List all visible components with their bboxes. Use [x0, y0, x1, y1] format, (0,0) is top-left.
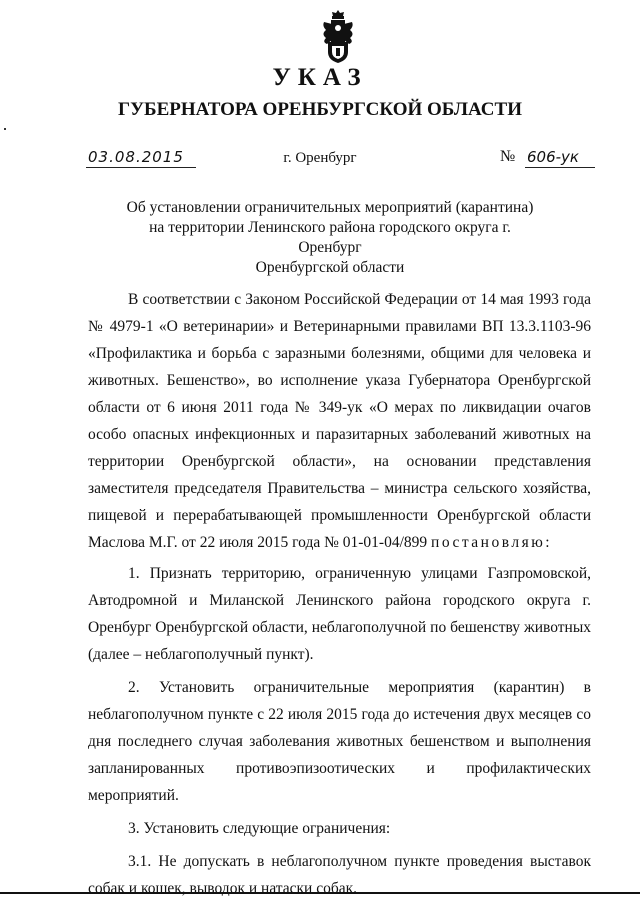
document-title: УКАЗ — [272, 64, 368, 91]
margin-mark — [4, 128, 6, 130]
decree-word: постановляю: — [431, 534, 553, 551]
number-label: № — [500, 148, 516, 165]
decree-subject — [120, 198, 540, 278]
preamble-text: В соответствии с Законом Российской Федерации от 14 мая 1993 года № 4979-1 «О ветеринарии» и Ветеринарными правилами ВП 13.3.1103-96 «Профилактика и борьба с заразными болезнями, общими для человека и животных. Бешенство», во исполнение указа Губернатора Оренбургской области от 6 июня 2011 года № 349-ук «О мерах по ликвидации очагов особо опасных инфекционных и паразитарных заболеваний животных на территории Оренбургской области», на основании представления заместителя председателя Правительства – министра сельского хозяйства, пищевой и перерабатывающей промышленности Оренбургской области Маслова М.Г. от 22 июля 2015 года № 01-01-04/899 — [88, 291, 591, 551]
document-issuer: ГУБЕРНАТОРА ОРЕНБУРГСКОЙ ОБЛАСТИ — [118, 99, 522, 120]
item-paragraph: 3. Установить следующие ограничения: — [128, 820, 391, 837]
date-underline — [86, 167, 196, 168]
subject-line: Оренбургской области — [255, 259, 405, 276]
subject-line: Об установлении ограничительных мероприятий (карантина) — [126, 199, 534, 216]
item-paragraph: 1. Признать территорию, ограниченную улицами Газпромовской, Автодромной и Миланской Ленинского района городского округа г. Оренбург Оренбургской области, неблагополучной по бешенству животных (далее – неблагополучный пункт). — [88, 565, 591, 663]
coat-of-arms-icon — [318, 8, 358, 66]
decree-number: 606-ук — [527, 148, 579, 166]
bottom-rule — [0, 892, 640, 894]
item-paragraph: 3.1. Не допускать в неблагополучном пункте проведения выставок собак и кошек, выводок и натаски собак. — [88, 853, 591, 897]
number-underline — [525, 167, 595, 168]
meta-row — [0, 148, 640, 172]
decree-city: г. Оренбург — [283, 150, 357, 166]
decree-date: 03.08.2015 — [88, 148, 184, 166]
item-paragraph: 2. Установить ограничительные мероприятия (карантин) в неблагополучном пункте с 22 июля 2015 года до истечения двух месяцев со дня последнего случая заболевания животных бешенством и выполнения запланированных противоэпизоотических и профилактических мероприятий. — [88, 679, 591, 804]
subject-line: на территории Ленинского района городского округа г. Оренбург — [149, 219, 511, 256]
decree-body — [88, 286, 591, 908]
preamble-paragraph — [88, 286, 591, 556]
